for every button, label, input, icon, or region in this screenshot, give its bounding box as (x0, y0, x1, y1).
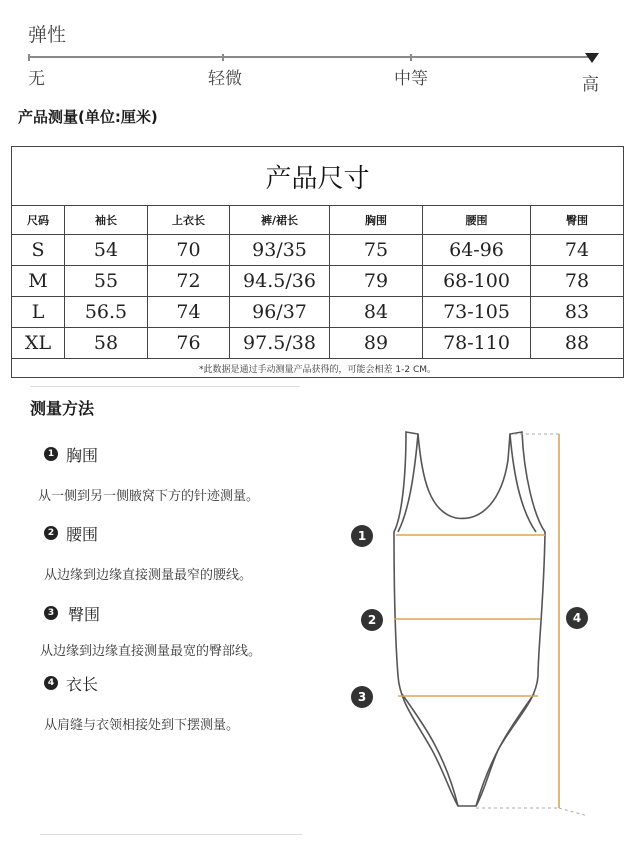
table-cell: 64-96 (423, 235, 531, 266)
table-row (12, 328, 624, 359)
header-cell: 臀围 (531, 206, 624, 235)
step-number-badge: 1 (44, 447, 58, 461)
step-desc-waist: 从边缘到边缘直接测量最窄的腰线。 (44, 568, 253, 583)
scale-label-slight: 轻微 (208, 69, 242, 89)
elasticity-scale-line (28, 56, 594, 58)
table-cell: 73-105 (423, 297, 531, 328)
header-cell: 腰围 (423, 206, 531, 235)
marker-4 (566, 607, 588, 629)
marker-2 (361, 609, 383, 631)
table-cell: 72 (148, 266, 230, 297)
scale-label-none: 无 (28, 69, 45, 89)
step-title-bust: 胸围 (66, 446, 99, 465)
step-desc-bust: 从一侧到另一侧腋窝下方的针迹测量。 (38, 489, 260, 504)
measure-heading: 产品测量(单位:厘米) (18, 108, 158, 126)
divider (40, 834, 302, 835)
scale-tick (410, 54, 412, 61)
table-cell: 56.5 (65, 297, 148, 328)
table-cell: S (12, 235, 65, 266)
size-table (11, 146, 624, 378)
method-title: 测量方法 (30, 399, 95, 418)
table-cell: M (12, 266, 65, 297)
table-cell: 74 (531, 235, 624, 266)
table-cell: 96/37 (230, 297, 330, 328)
table-note: *此数据是通过手动测量产品获得的，可能会相差 1-2 CM。 (12, 359, 624, 378)
table-cell: 70 (148, 235, 230, 266)
marker-3-label: 3 (357, 690, 367, 704)
table-cell: XL (12, 328, 65, 359)
table-cell: 79 (330, 266, 423, 297)
marker-3 (351, 686, 373, 708)
table-row (12, 235, 624, 266)
table-cell: 68-100 (423, 266, 531, 297)
table-cell: 75 (330, 235, 423, 266)
table-cell: 78 (531, 266, 624, 297)
marker-2-label: 2 (367, 613, 377, 627)
table-title: 产品尺寸 (12, 147, 624, 206)
header-cell: 裤/裙长 (230, 206, 330, 235)
table-row (12, 266, 624, 297)
scale-label-high: 高 (582, 75, 599, 95)
table-cell: 93/35 (230, 235, 330, 266)
table-cell: 89 (330, 328, 423, 359)
table-cell: 74 (148, 297, 230, 328)
step-desc-hip: 从边缘到边缘直接测量最宽的臀部线。 (40, 644, 262, 659)
table-cell: 78-110 (423, 328, 531, 359)
marker-1 (351, 525, 373, 547)
table-cell: L (12, 297, 65, 328)
step-title-waist: 腰围 (66, 525, 99, 544)
table-cell: 84 (330, 297, 423, 328)
elasticity-title: 弹性 (28, 24, 67, 46)
marker-4-label: 4 (572, 611, 582, 625)
scale-arrow-icon (585, 53, 599, 63)
step-number-badge: 4 (44, 676, 58, 690)
header-cell: 袖长 (65, 206, 148, 235)
step-number-badge: 2 (44, 526, 58, 540)
step-title-hip: 臀围 (68, 605, 101, 624)
step-number-badge: 3 (44, 606, 58, 620)
step-desc-length: 从肩缝与衣领相接处到下摆测量。 (44, 718, 240, 733)
table-cell: 76 (148, 328, 230, 359)
scale-label-medium: 中等 (394, 69, 428, 89)
table-cell: 83 (531, 297, 624, 328)
header-cell: 上衣长 (148, 206, 230, 235)
divider (30, 386, 300, 387)
step-title-length: 衣长 (66, 675, 99, 694)
table-cell: 58 (65, 328, 148, 359)
swimsuit-measurement-diagram (340, 420, 634, 830)
measure-lines (394, 434, 559, 808)
scale-tick (222, 54, 224, 61)
table-cell: 88 (531, 328, 624, 359)
marker-1-label: 1 (357, 529, 367, 543)
scale-tick (28, 54, 30, 61)
table-cell: 97.5/38 (230, 328, 330, 359)
table-cell: 55 (65, 266, 148, 297)
table-cell: 94.5/36 (230, 266, 330, 297)
table-header-row (12, 206, 624, 235)
header-cell: 尺码 (12, 206, 65, 235)
table-row (12, 297, 624, 328)
header-cell: 胸围 (330, 206, 423, 235)
table-cell: 54 (65, 235, 148, 266)
